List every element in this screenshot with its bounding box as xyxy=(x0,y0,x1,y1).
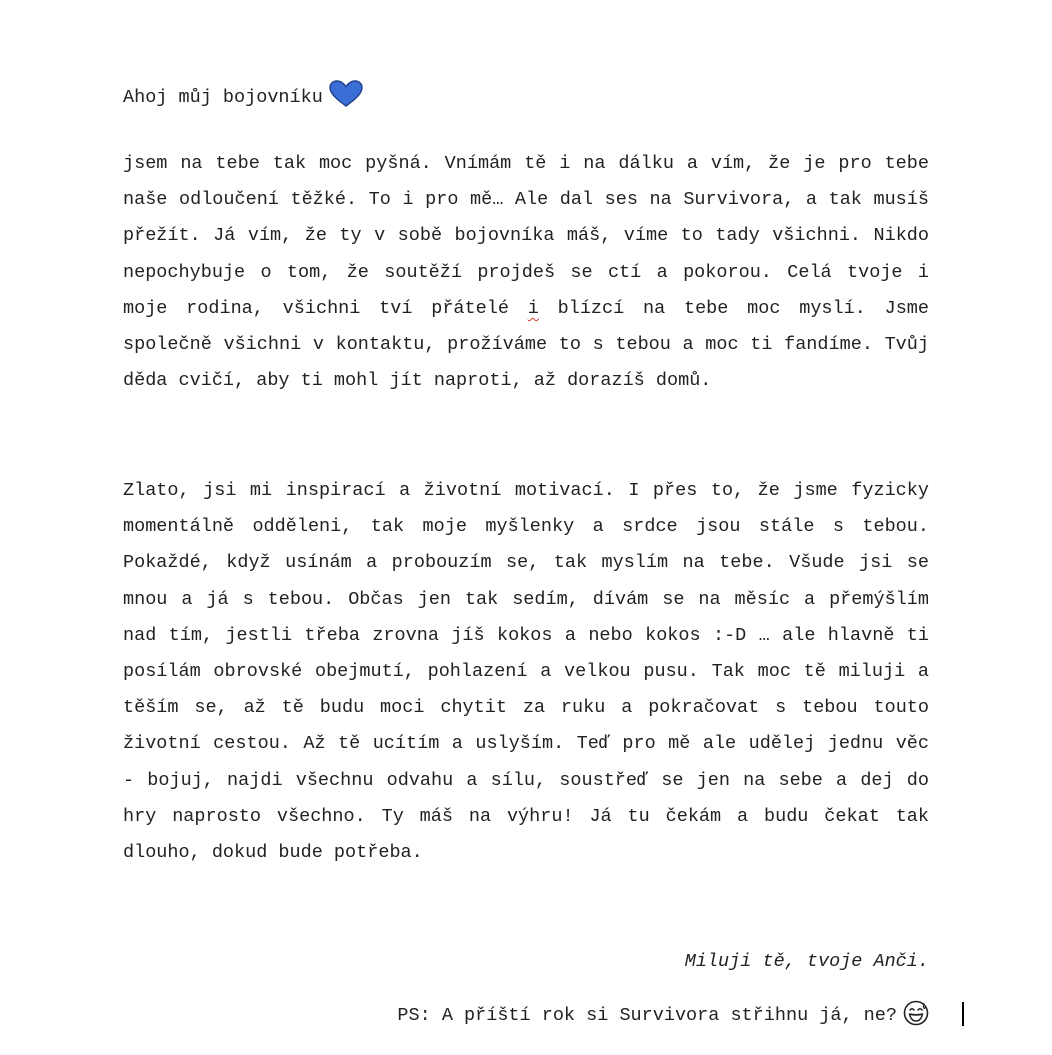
paragraph-1-part-b: blízcí na tebe moc myslí. Jsme společně všichni v kontaktu, prožíváme to s tebou a moc ti fandíme. Tvůj děda cvičí, aby ti mohl jít naproti, až dorazíš domů. xyxy=(123,297,930,392)
postscript-line xyxy=(397,1000,929,1034)
greeting-text: Ahoj můj bojovníku xyxy=(123,87,323,108)
signature: Miluji tě, tvoje Anči. xyxy=(684,951,929,972)
blue-heart-icon xyxy=(329,80,363,116)
text-cursor xyxy=(962,1002,964,1026)
postscript-text: PS: A příští rok si Survivora střihnu já, ne? xyxy=(397,1005,897,1026)
letter-paragraph-2: Zlato, jsi mi inspirací a životní motivací. I přes to, že jsme fyzicky momentálně odděleni, tak moje myšlenky a srdce jsou stále s tebou. Pokaždé, když usínám a probouzím se, tak myslím na tebe. Všude jsi se mnou a já s tebou. Občas jen tak sedím, dívám se na měsíc a přemýšlím nad tím, jestli třeba zrovna jíš kokos a nebo kokos :-D … ale hlavně ti posílám obrovské obejmutí, pohlazení a velkou pusu. Tak moc tě miluji a těším se, až tě budu moci chytit za ruku a pokračovat s tebou touto životní cestou. Až tě ucítím a uslyším. Teď pro mě ale udělej jednu věc - bojuj, najdi všechnu odvahu a sílu, soustřeď se jen na sebe a dej do hry naprosto všechno. Ty máš na výhru! Já tu čekám a budu čekat tak dlouho, dokud bude potřeba. xyxy=(123,480,929,864)
paragraph-1-part-a: jsem na tebe tak moc pyšná. Vnímám tě i na dálku a vím, že je pro tebe naše odloučení těžké. To i pro mě… Ale dal ses na Survivora, a tak musíš přežít. Já vím, že ty v sobě bojovníka máš, víme to tady všichni. Nikdo nepochybuje o tom, že soutěží projdeš se ctí a pokorou. Celá tvoje i moje rodina, všichni tví přátelé xyxy=(123,153,929,319)
grinning-sweat-emoji-icon xyxy=(903,1000,929,1034)
spellcheck-word[interactable]: i xyxy=(527,297,539,319)
letter-paragraph-1 xyxy=(123,146,929,399)
greeting-line xyxy=(123,80,363,116)
